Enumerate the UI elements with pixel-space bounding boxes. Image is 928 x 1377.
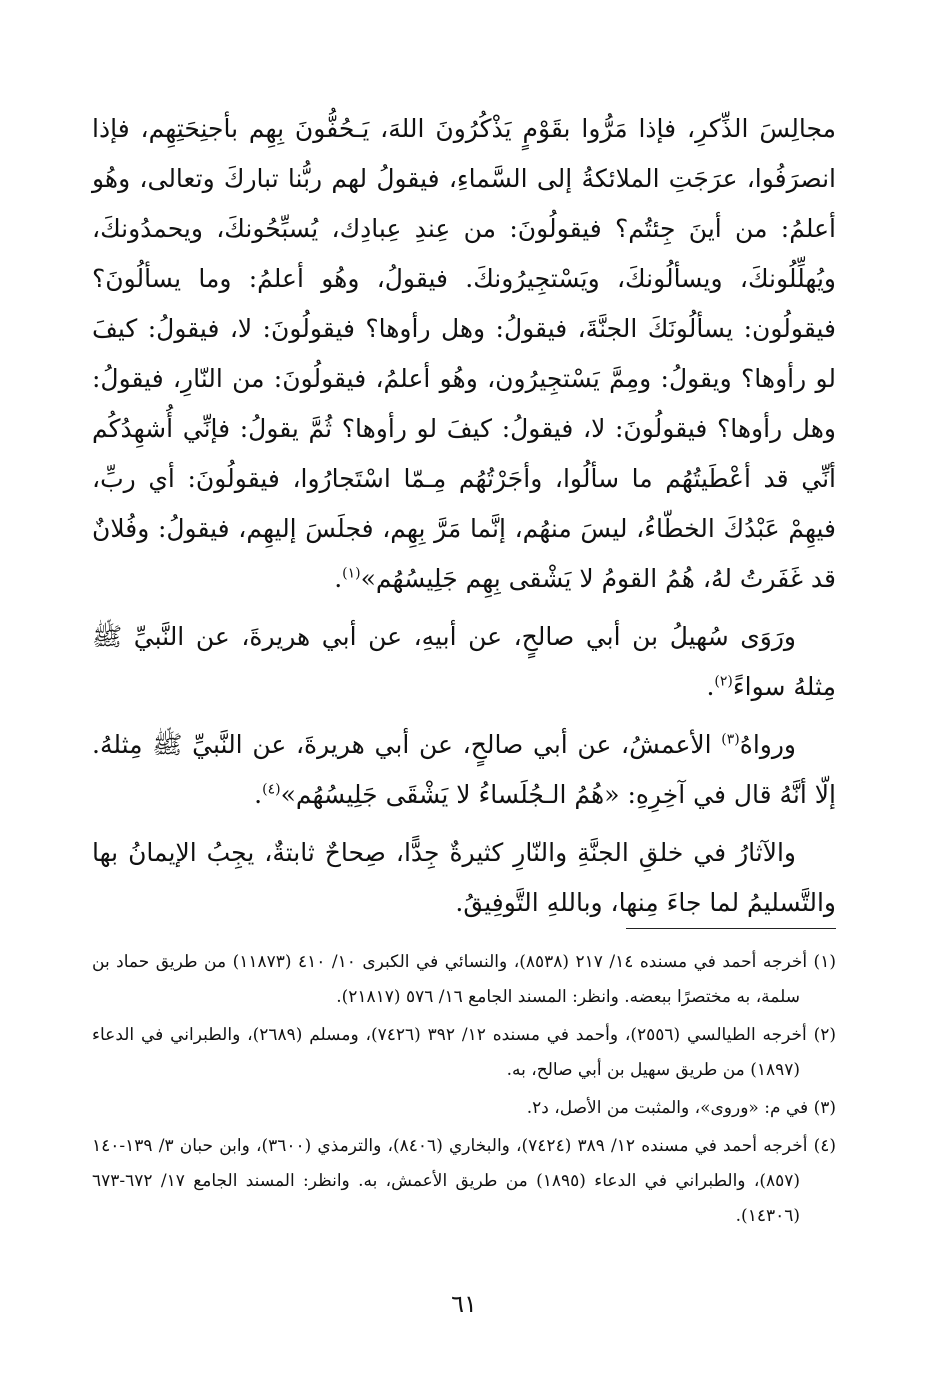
paragraph-4-text: والآثارُ في خلقِ الجنَّةِ والنّارِ كثيرةٌ جِدًّا، صِحاحٌ ثابتةٌ، يجِبُ الإيمانُ بها والتَّسليمُ لما جاءَ مِنها، وباللهِ التَّوفِيقُ.	[92, 838, 836, 917]
paragraph-1	[92, 104, 836, 604]
footnote-1: (١) أخرجه أحمد في مسنده ١٤/ ٢١٧ (٨٥٣٨)، والنسائي في الكبرى ١٠/ ٤١٠ (١١٨٧٣) من طريق حماد بن سلمة، به مختصرًا ببعضه. وانظر: المسند الجامع ١٦/ ٥٧٦ (٢١٨١٧).	[92, 952, 836, 1007]
paragraph-2	[92, 612, 836, 712]
paragraph-3-end: .	[254, 780, 263, 809]
footnotes	[92, 945, 836, 1237]
footnote-ref-1[interactable]: (١)	[342, 565, 361, 582]
paragraph-1-text: مجالِسَ الذِّكرِ، فإذا مَرُّوا بقَوْمٍ يَذْكُرُونَ اللهَ، يَـحُفُّونَ بِهِم بأجنِحَتِهِم، فإذا انصرَفُوا، عرَجَتِ الملائكةُ إلى السَّماءِ، فيقولُ لهم ربُّنا تباركَ وتعالى، وهُو أعلمُ: من أينَ جِئتُم؟ فيقولُونَ: من عِندِ عِبادِك، يُسبِّحُونكَ، ويحمدُونكَ، ويُهلِّلُونكَ، ويسألُونكَ، ويَسْتجِيرُونكَ. فيقولُ، وهُو أعلمُ: وما يسألُونَ؟ فيقولُون: يسألُونَكَ الجنَّةَ، فيقولُ: وهل رأوها؟ فيقولُونَ: لا، فيقولُ: كيفَ لو رأوها؟ ويقولُ: ومِمَّ يَسْتجِيرُون، وهُو أعلمُ، فيقولُونَ: من النّارِ، فيقولُ: وهل رأوها؟ فيقولُونَ: لا، فيقولُ: كيفَ لو رأوها؟ ثُمَّ يقولُ: فإنِّي أُشهِدُكُم أنِّي قد أعْطَيتُهُم ما سألُوا، وأجَرْتُهُم مِـمّا اسْتَجارُوا، فيقولُونَ: أي ربِّ، فيهِمْ عَبْدُكَ الخطّاءُ، ليسَ منهُم، إنَّما مَرَّ بِهِم، فجلَسَ إليهِم، فيقولُ: وفُلانٌ قد غَفَرتُ لهُ، هُمُ القومُ لا يَشْقى بِهِم جَلِيسُهُم»	[92, 114, 836, 593]
main-text	[92, 104, 836, 928]
paragraph-3	[92, 720, 836, 820]
footnote-2: (٢) أخرجه الطيالسي (٢٥٥٦)، وأحمد في مسنده ١٢/ ٣٩٢ (٧٤٢٦)، ومسلم (٢٦٨٩)، والطبراني في الدعاء (١٨٩٧) من طريق سهيل بن أبي صالح، به.	[92, 1025, 836, 1080]
paragraph-4	[92, 828, 836, 928]
footnote-ref-3[interactable]: (٣)	[721, 731, 740, 748]
paragraph-2-text: ورَوَى سُهيلُ بن أبي صالحٍ، عن أبيهِ، عن أبي هريرةَ، عن النَّبيِّ ﷺ مِثلهُ سواءً	[92, 622, 836, 701]
paragraph-3-text-a: ورواهُ	[739, 730, 796, 759]
footnote-ref-2[interactable]: (٢)	[714, 673, 733, 690]
paragraph-1-end: .	[334, 564, 343, 593]
paragraph-3-text-b: الأعمشُ، عن أبي صالحٍ، عن أبي هريرةَ، عن النَّبيِّ ﷺ مِثلهُ. إلّا أنَّهُ قال في آخِرِهِ: «هُمُ الـجُلَساءُ لا يَشْقَى جَلِيسُهُم»	[92, 730, 836, 809]
paragraph-2-end: .	[706, 672, 715, 701]
footnote-separator	[626, 928, 836, 929]
page-number: ٦١	[451, 1290, 477, 1318]
footnote-ref-4[interactable]: (٤)	[262, 781, 281, 798]
footnote-4: (٤) أخرجه أحمد في مسنده ١٢/ ٣٨٩ (٧٤٢٤)، والبخاري (٨٤٠٦)، والترمذي (٣٦٠٠)، وابن حبان ٣/ ١٣٩-١٤٠ (٨٥٧)، والطبراني في الدعاء (١٨٩٥) من طريق الأعمش، به. وانظر: المسند الجامع ١٧/ ٦٧٢-٦٧٣ (١٤٣٠٦).	[92, 1136, 836, 1226]
footnote-3: (٣) في م: «وروى»، والمثبت من الأصل، د٢.	[526, 1098, 836, 1118]
